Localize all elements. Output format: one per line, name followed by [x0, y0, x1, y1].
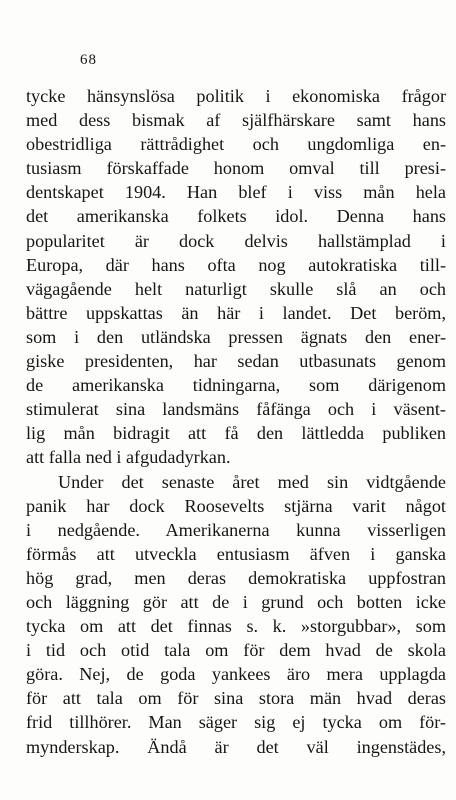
text-line: tycke hänsynslösa politik i ekonomiska frågor	[26, 86, 446, 106]
text-line: frid tillhörer. Man säger sig ej tycka om för-	[26, 712, 446, 733]
text-line: med dess bismak af själfhärskare samt hans	[26, 110, 446, 131]
text-line: giske presidenten, har sedan utbasunats genom	[26, 351, 446, 372]
body-text	[26, 84, 446, 759]
text-line: Under det senaste året med sin vidtgående	[58, 471, 446, 492]
text-line: dentskapet 1904. Han blef i viss mån hela	[26, 182, 446, 203]
text-line: hög grad, men deras demokratiska uppfostran	[26, 567, 446, 588]
text-line: i tid och otid tala om för dem hvad de skola	[26, 640, 446, 661]
text-line: i nedgående. Amerikanerna kunna visserligen	[26, 519, 446, 540]
text-line: förmås att utveckla entusiasm äfven i ganska	[26, 543, 446, 564]
text-line: och läggning gör att de i grund och botten icke	[26, 591, 446, 612]
text-line: vägagående helt naturligt skulle slå an och	[26, 278, 446, 299]
text-line: lig mån bidragit att få den lättledda publiken	[26, 423, 446, 444]
text-line: Europa, där hans ofta nog autokratiska till-	[26, 254, 446, 275]
text-line: de amerikanska tidningarna, som därigenom	[26, 375, 446, 396]
text-line: att falla ned i afgudadyrkan.	[26, 447, 231, 468]
text-line: stimulerat sina landsmäns fåfänga och i väsent-	[26, 399, 446, 420]
text-line: mynderskap. Ändå är det väl ingenstädes,	[26, 736, 446, 757]
text-line: det amerikanska folkets idol. Denna hans	[26, 206, 446, 227]
text-line: obestridliga rättrådighet och ungdomliga en-	[26, 134, 446, 155]
text-line: bättre uppskattas än här i landet. Det beröm,	[26, 302, 446, 323]
text-line: för att tala om för sina stora män hvad deras	[26, 688, 446, 709]
page-number: 68	[80, 52, 97, 68]
text-line: tusiasm förskaffade honom omval till presi-	[26, 158, 446, 179]
text-line: göra. Nej, de goda yankees äro mera upplagda	[26, 664, 446, 685]
text-line: som i den utländska pressen ägnats den ener-	[26, 326, 446, 347]
text-line: popularitet är dock delvis hallstämplad i	[26, 230, 446, 251]
paragraph-2	[26, 470, 446, 759]
text-line: tycka om att det finnas s. k. »storgubbar», som	[26, 616, 446, 637]
text-line: panik har dock Roosevelts stjärna varit något	[26, 495, 446, 516]
paragraph-1	[26, 84, 446, 470]
